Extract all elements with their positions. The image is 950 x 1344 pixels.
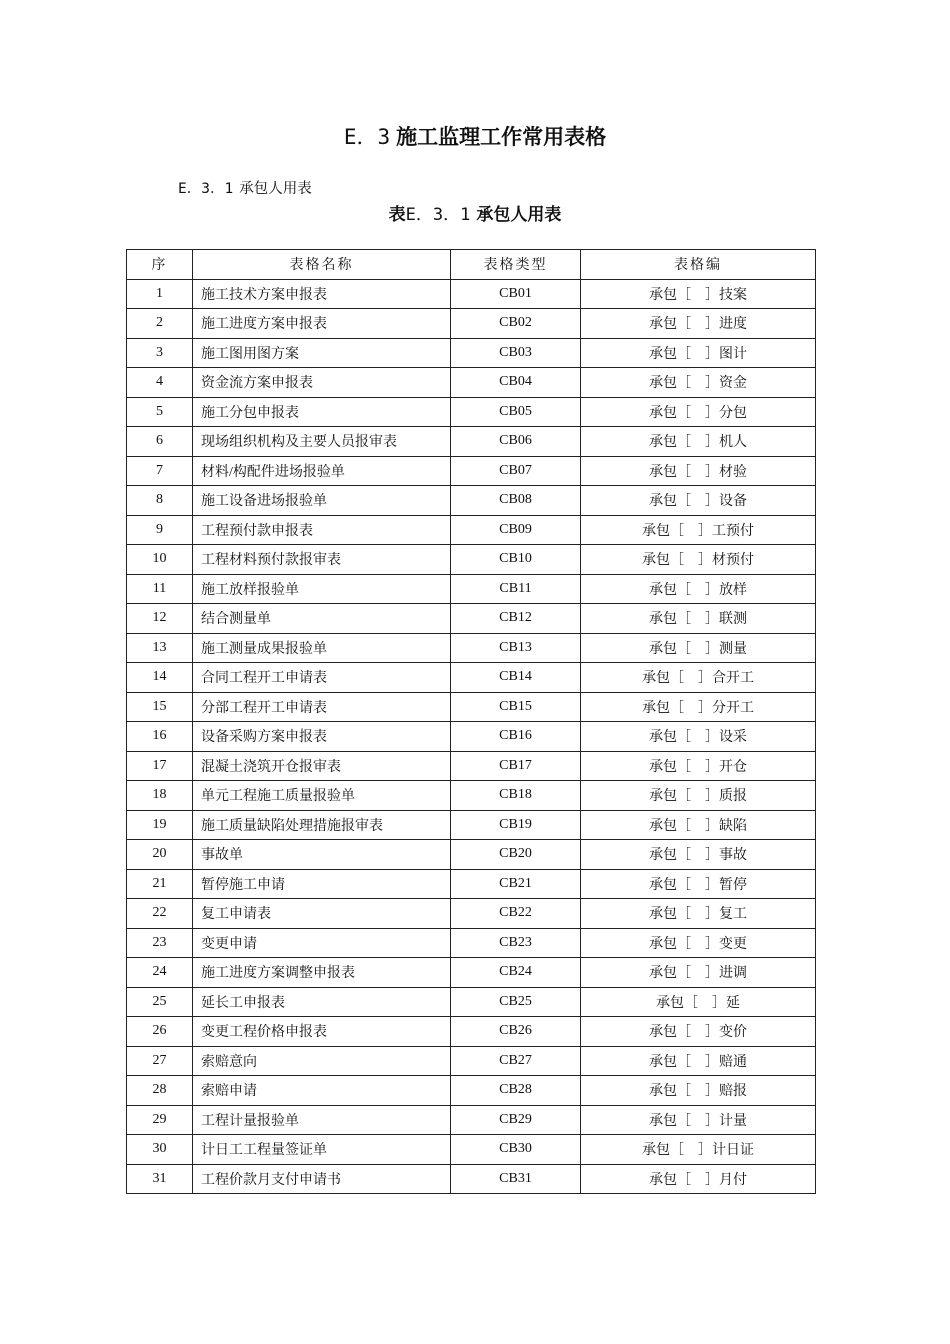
table-row <box>127 338 816 368</box>
cell-name: 施工分包申报表 <box>193 397 451 427</box>
cell-code: 承包［ ］分开工 <box>581 692 816 722</box>
cell-no: 19 <box>127 810 193 840</box>
cell-code: 承包［ ］资金 <box>581 368 816 398</box>
cell-type: CB25 <box>451 987 581 1017</box>
cell-code: 承包［ ］计日证 <box>581 1135 816 1165</box>
cell-type: CB21 <box>451 869 581 899</box>
cell-name: 索赔意向 <box>193 1046 451 1076</box>
table-row <box>127 1076 816 1106</box>
cell-code: 承包［ ］延 <box>581 987 816 1017</box>
cell-no: 21 <box>127 869 193 899</box>
table-row <box>127 1046 816 1076</box>
cell-type: CB26 <box>451 1017 581 1047</box>
cell-type: CB07 <box>451 456 581 486</box>
cell-code: 承包［ ］设采 <box>581 722 816 752</box>
table-row <box>127 515 816 545</box>
cell-code: 承包［ ］变价 <box>581 1017 816 1047</box>
cell-name: 计日工工程量签证单 <box>193 1135 451 1165</box>
cell-type: CB27 <box>451 1046 581 1076</box>
table-header-row <box>127 250 816 280</box>
cell-type: CB08 <box>451 486 581 516</box>
subsection-number: E．3．1 <box>178 181 234 197</box>
cell-no: 30 <box>127 1135 193 1165</box>
cell-no: 29 <box>127 1105 193 1135</box>
cell-code: 承包［ ］设备 <box>581 486 816 516</box>
header-name: 表格名称 <box>193 250 451 280</box>
cell-type: CB12 <box>451 604 581 634</box>
cell-no: 8 <box>127 486 193 516</box>
header-code: 表格编 <box>581 250 816 280</box>
cell-code: 承包［ ］材预付 <box>581 545 816 575</box>
table-row <box>127 486 816 516</box>
table-row <box>127 840 816 870</box>
cell-code: 承包［ ］工预付 <box>581 515 816 545</box>
cell-no: 11 <box>127 574 193 604</box>
cell-type: CB16 <box>451 722 581 752</box>
header-no: 序 <box>127 250 193 280</box>
cell-no: 16 <box>127 722 193 752</box>
table-row <box>127 1135 816 1165</box>
table-row <box>127 1105 816 1135</box>
cell-code: 承包［ ］联测 <box>581 604 816 634</box>
cell-name: 资金流方案申报表 <box>193 368 451 398</box>
cell-name: 合同工程开工申请表 <box>193 663 451 693</box>
cell-name: 设备采购方案申报表 <box>193 722 451 752</box>
cell-no: 10 <box>127 545 193 575</box>
cell-no: 1 <box>127 279 193 309</box>
cell-code: 承包［ ］材验 <box>581 456 816 486</box>
cell-name: 施工技术方案申报表 <box>193 279 451 309</box>
table-row <box>127 279 816 309</box>
table-row <box>127 604 816 634</box>
table-row <box>127 574 816 604</box>
cell-code: 承包［ ］事故 <box>581 840 816 870</box>
cell-no: 27 <box>127 1046 193 1076</box>
table-row <box>127 810 816 840</box>
cell-name: 索赔申请 <box>193 1076 451 1106</box>
cell-code: 承包［ ］质报 <box>581 781 816 811</box>
cell-name: 材料/构配件进场报验单 <box>193 456 451 486</box>
cell-no: 25 <box>127 987 193 1017</box>
cell-type: CB05 <box>451 397 581 427</box>
cell-no: 20 <box>127 840 193 870</box>
cell-no: 15 <box>127 692 193 722</box>
cell-code: 承包［ ］合开工 <box>581 663 816 693</box>
cell-name: 施工设备进场报验单 <box>193 486 451 516</box>
table-caption-text: 承包人用表 <box>476 205 562 225</box>
cell-no: 5 <box>127 397 193 427</box>
cell-type: CB04 <box>451 368 581 398</box>
table-row <box>127 781 816 811</box>
table-row <box>127 692 816 722</box>
cell-name: 延长工申报表 <box>193 987 451 1017</box>
cell-type: CB03 <box>451 338 581 368</box>
cell-name: 变更工程价格申报表 <box>193 1017 451 1047</box>
heading-number: E．3 <box>343 125 391 149</box>
cell-type: CB13 <box>451 633 581 663</box>
cell-code: 承包［ ］复工 <box>581 899 816 929</box>
cell-name: 暂停施工申请 <box>193 869 451 899</box>
cell-code: 承包［ ］赔通 <box>581 1046 816 1076</box>
cell-type: CB18 <box>451 781 581 811</box>
cell-type: CB14 <box>451 663 581 693</box>
cell-no: 17 <box>127 751 193 781</box>
table-caption-prefix: 表 <box>388 205 406 225</box>
page-title <box>0 121 950 151</box>
cell-code: 承包［ ］进度 <box>581 309 816 339</box>
header-type: 表格类型 <box>451 250 581 280</box>
cell-name: 工程价款月支付申请书 <box>193 1164 451 1194</box>
cell-code: 承包［ ］暂停 <box>581 869 816 899</box>
cell-code: 承包［ ］月付 <box>581 1164 816 1194</box>
cell-name: 施工图用图方案 <box>193 338 451 368</box>
cell-no: 23 <box>127 928 193 958</box>
cell-type: CB10 <box>451 545 581 575</box>
cell-code: 承包［ ］技案 <box>581 279 816 309</box>
cell-no: 13 <box>127 633 193 663</box>
cell-type: CB17 <box>451 751 581 781</box>
heading-text: 施工监理工作常用表格 <box>396 125 607 149</box>
cell-no: 22 <box>127 899 193 929</box>
cell-no: 14 <box>127 663 193 693</box>
table-row <box>127 958 816 988</box>
cell-type: CB28 <box>451 1076 581 1106</box>
cell-code: 承包［ ］计量 <box>581 1105 816 1135</box>
table-row <box>127 309 816 339</box>
table-row <box>127 1164 816 1194</box>
cell-code: 承包［ ］放样 <box>581 574 816 604</box>
table-row <box>127 456 816 486</box>
cell-no: 18 <box>127 781 193 811</box>
cell-no: 28 <box>127 1076 193 1106</box>
cell-code: 承包［ ］机人 <box>581 427 816 457</box>
cell-name: 混凝土浇筑开仓报审表 <box>193 751 451 781</box>
cell-type: CB01 <box>451 279 581 309</box>
cell-type: CB24 <box>451 958 581 988</box>
cell-name: 施工进度方案调整申报表 <box>193 958 451 988</box>
cell-type: CB29 <box>451 1105 581 1135</box>
cell-code: 承包［ ］缺陷 <box>581 810 816 840</box>
cell-code: 承包［ ］开仓 <box>581 751 816 781</box>
cell-type: CB30 <box>451 1135 581 1165</box>
forms-table <box>126 249 816 1194</box>
table-row <box>127 722 816 752</box>
table-row <box>127 633 816 663</box>
cell-name: 工程材料预付款报审表 <box>193 545 451 575</box>
cell-name: 工程计量报验单 <box>193 1105 451 1135</box>
subsection-heading <box>178 177 312 198</box>
cell-name: 分部工程开工申请表 <box>193 692 451 722</box>
cell-type: CB23 <box>451 928 581 958</box>
cell-no: 31 <box>127 1164 193 1194</box>
cell-code: 承包［ ］测量 <box>581 633 816 663</box>
cell-type: CB31 <box>451 1164 581 1194</box>
cell-no: 24 <box>127 958 193 988</box>
table-row <box>127 427 816 457</box>
table-row <box>127 899 816 929</box>
cell-name: 施工测量成果报验单 <box>193 633 451 663</box>
cell-name: 复工申请表 <box>193 899 451 929</box>
cell-no: 3 <box>127 338 193 368</box>
cell-name: 事故单 <box>193 840 451 870</box>
cell-name: 施工质量缺陷处理措施报审表 <box>193 810 451 840</box>
table-body <box>127 279 816 1194</box>
cell-type: CB02 <box>451 309 581 339</box>
cell-type: CB20 <box>451 840 581 870</box>
table-row <box>127 368 816 398</box>
subsection-text: 承包人用表 <box>239 181 312 197</box>
cell-type: CB09 <box>451 515 581 545</box>
cell-no: 7 <box>127 456 193 486</box>
cell-type: CB15 <box>451 692 581 722</box>
cell-name: 现场组织机构及主要人员报审表 <box>193 427 451 457</box>
cell-name: 变更申请 <box>193 928 451 958</box>
table-row <box>127 545 816 575</box>
table-caption <box>0 200 950 225</box>
table-row <box>127 928 816 958</box>
table-row <box>127 751 816 781</box>
table-row <box>127 663 816 693</box>
cell-name: 施工放样报验单 <box>193 574 451 604</box>
cell-no: 9 <box>127 515 193 545</box>
cell-no: 12 <box>127 604 193 634</box>
cell-no: 4 <box>127 368 193 398</box>
cell-code: 承包［ ］分包 <box>581 397 816 427</box>
cell-code: 承包［ ］进调 <box>581 958 816 988</box>
cell-type: CB22 <box>451 899 581 929</box>
cell-type: CB19 <box>451 810 581 840</box>
cell-name: 施工进度方案申报表 <box>193 309 451 339</box>
cell-code: 承包［ ］赔报 <box>581 1076 816 1106</box>
cell-code: 承包［ ］图计 <box>581 338 816 368</box>
table-row <box>127 987 816 1017</box>
table-row <box>127 397 816 427</box>
cell-type: CB06 <box>451 427 581 457</box>
cell-name: 单元工程施工质量报验单 <box>193 781 451 811</box>
table-row <box>127 869 816 899</box>
cell-code: 承包［ ］变更 <box>581 928 816 958</box>
cell-no: 6 <box>127 427 193 457</box>
cell-no: 26 <box>127 1017 193 1047</box>
table-caption-number: E．3．1 <box>405 205 471 225</box>
table-row <box>127 1017 816 1047</box>
cell-name: 工程预付款申报表 <box>193 515 451 545</box>
cell-type: CB11 <box>451 574 581 604</box>
cell-no: 2 <box>127 309 193 339</box>
cell-name: 结合测量单 <box>193 604 451 634</box>
